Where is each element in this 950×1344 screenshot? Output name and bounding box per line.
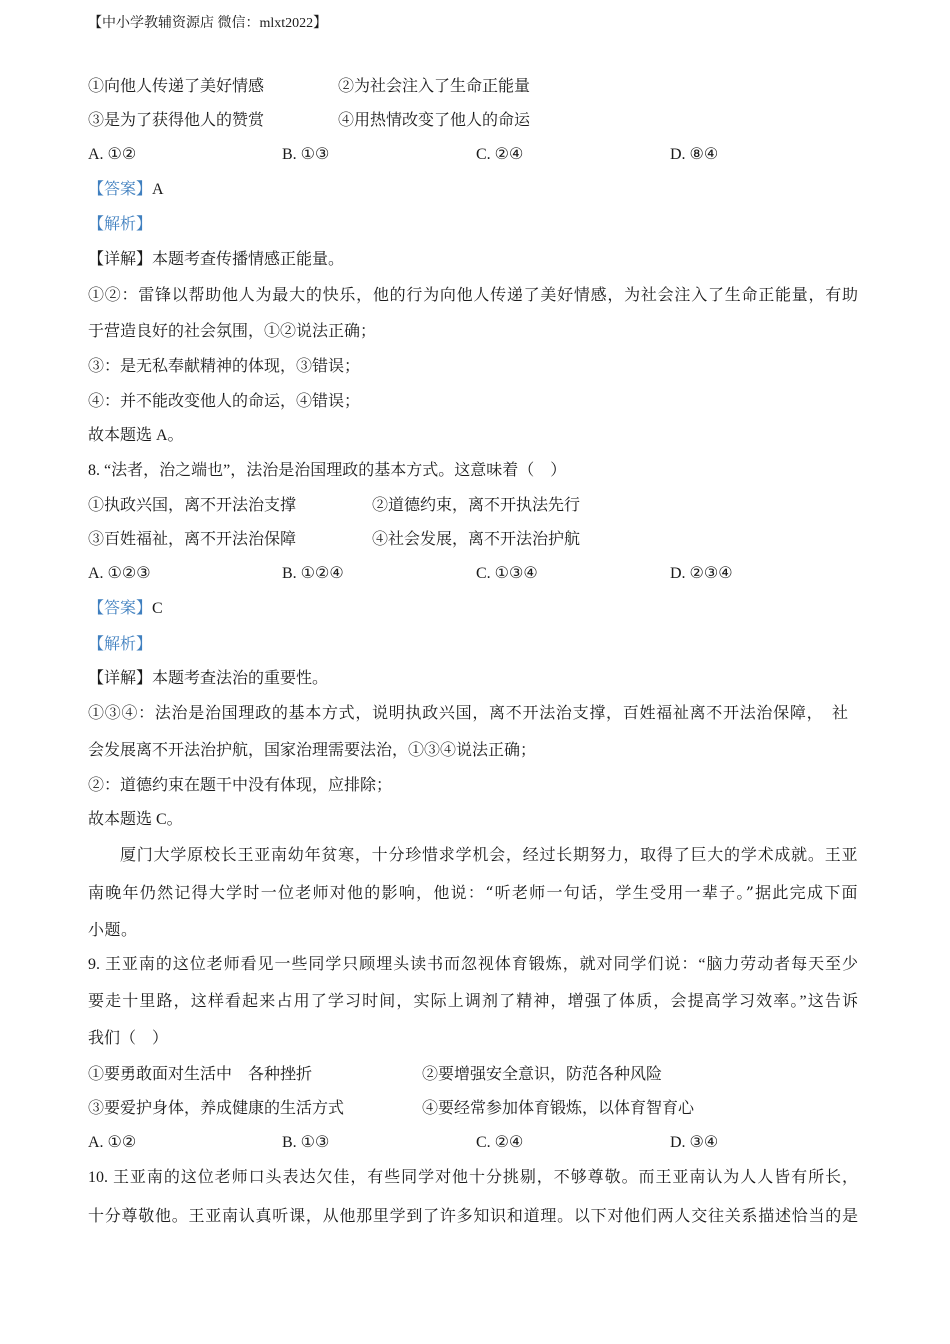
q7-choice-c: C. ②④ xyxy=(476,146,524,163)
q9-stem-3: 我们（ ） xyxy=(88,1030,169,1047)
q9-option-4: ④要经常参加体育锻炼，以体育智育心 xyxy=(422,1100,695,1117)
q9-choice-a: A. ①② xyxy=(88,1134,137,1151)
q7-answer-value: A xyxy=(152,181,164,198)
q8-explanation-2: ②：道德约束在题干中没有体现，应排除； xyxy=(88,777,393,794)
q7-option-3: ③是为了获得他人的赞赏 xyxy=(88,112,265,129)
q8-option-2: ②道德约束，离不开执法先行 xyxy=(372,497,581,514)
q8-explanation-1a: ①③④：法治是治国理政的基本方式，说明执政兴国，离不开法治支撑，百姓福祉离不开法治保障， 社 xyxy=(88,705,848,722)
q7-explanation-3: ④：并不能改变他人的命运，④错误； xyxy=(88,393,361,410)
q7-conclusion: 故本题选 A。 xyxy=(88,427,184,444)
q10-stem-1: 10. 王亚南的这位老师口头表达欠佳，有些同学对他十分挑剔，不够尊敬。而王亚南认为人人皆有所长， xyxy=(88,1169,858,1186)
q7-option-1: ①向他人传递了美好情感 xyxy=(88,78,265,95)
material-line-2: 南晚年仍然记得大学时一位老师对他的影响，他说：“听老师一句话，学生受用一辈子。”据此完成下面 xyxy=(88,883,858,902)
q7-answer xyxy=(88,180,164,200)
q8-answer-label: 【答案】 xyxy=(88,600,153,617)
q10-stem-2: 十分尊敬他。王亚南认真听课，从他那里学到了许多知识和道理。以下对他们两人交往关系描述恰当的是 xyxy=(88,1208,858,1225)
q8-stem: 8. “法者，治之端也”，法治是治国理政的基本方式。这意味着（ ） xyxy=(88,462,567,479)
material-line-1: 厦门大学原校长王亚南幼年贫寒，十分珍惜求学机会，经过长期努力，取得了巨大的学术成就。王亚 xyxy=(120,845,858,864)
q8-option-3: ③百姓福祉，离不开法治保障 xyxy=(88,531,297,548)
q8-choice-c: C. ①③④ xyxy=(476,565,538,582)
page-header: 【中小学教辅资源店 微信：mlxt2022】 xyxy=(88,16,328,31)
q7-choice-b: B. ①③ xyxy=(282,146,330,163)
q8-conclusion: 故本题选 C。 xyxy=(88,811,183,828)
q9-choice-b: B. ①③ xyxy=(282,1134,330,1151)
q9-choice-d: D. ③④ xyxy=(670,1134,719,1151)
q8-option-4: ④社会发展，离不开法治护航 xyxy=(372,531,581,548)
q8-answer xyxy=(88,599,163,619)
q9-option-1: ①要勇敢面对生活中 各种挫折 xyxy=(88,1066,313,1083)
q9-option-2: ②要增强安全意识，防范各种风险 xyxy=(422,1066,663,1083)
q7-choice-d: D. ⑧④ xyxy=(670,146,719,163)
q9-stem-2: 要走十里路，这样看起来占用了学习时间，实际上调剂了精神，增强了体质，会提高学习效率。”这告诉 xyxy=(88,993,858,1010)
material-line-3: 小题。 xyxy=(88,920,138,939)
q7-answer-label: 【答案】 xyxy=(88,181,153,198)
q7-explanation-1a: ①②：雷锋以帮助他人为最大的快乐，他的行为向他人传递了美好情感，为社会注入了生命正能量，有助 xyxy=(88,287,858,304)
q8-choice-b: B. ①②④ xyxy=(282,565,344,582)
q7-detail: 【详解】本题考查传播情感正能量。 xyxy=(88,251,345,268)
q8-choice-d: D. ②③④ xyxy=(670,565,733,582)
q8-answer-value: C xyxy=(152,600,163,617)
q7-option-4: ④用热情改变了他人的命运 xyxy=(338,112,531,129)
q9-choice-c: C. ②④ xyxy=(476,1134,524,1151)
q7-explanation-1b: 于营造良好的社会氛围，①②说法正确； xyxy=(88,323,377,340)
q8-option-1: ①执政兴国，离不开法治支撑 xyxy=(88,497,297,514)
q8-analysis-label: 【解析】 xyxy=(88,636,153,653)
q8-detail: 【详解】本题考查法治的重要性。 xyxy=(88,670,329,687)
q9-stem-1: 9. 王亚南的这位老师看见一些同学只顾埋头读书而忽视体育锻炼，就对同学们说：“脑力劳动者每天至少 xyxy=(88,956,858,973)
q7-option-2: ②为社会注入了生命正能量 xyxy=(338,78,531,95)
q9-option-3: ③要爱护身体，养成健康的生活方式 xyxy=(88,1100,345,1117)
q8-choice-a: A. ①②③ xyxy=(88,565,151,582)
q7-analysis-label: 【解析】 xyxy=(88,216,153,233)
q7-choice-a: A. ①② xyxy=(88,146,137,163)
q8-explanation-1b: 会发展离不开法治护航，国家治理需要法治，①③④说法正确； xyxy=(88,742,537,759)
q7-explanation-2: ③：是无私奉献精神的体现，③错误； xyxy=(88,358,361,375)
